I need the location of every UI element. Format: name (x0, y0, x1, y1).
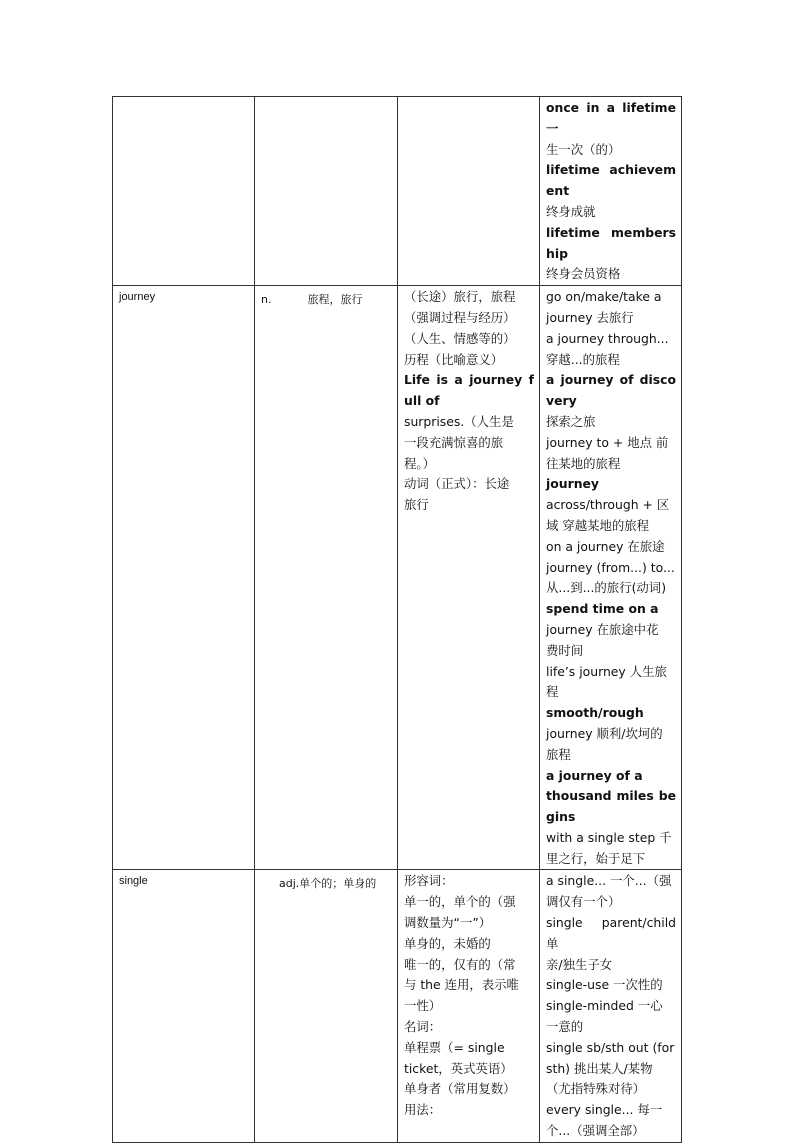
pos-label: n. (261, 293, 272, 307)
phrase-text (540, 286, 681, 869)
phrase-line: once in a lifetime 一 (546, 100, 676, 136)
meaning-line: 形容词： (404, 873, 454, 889)
meaning-line: 动词（正式）：长途 (404, 476, 510, 492)
meaning-cell (398, 286, 540, 870)
pos-meaning: 旅程，旅行 (307, 293, 363, 307)
meaning-line: 一段充满惊喜的旅 (404, 434, 504, 450)
phrase-line: 程 (546, 684, 559, 700)
meaning-line: 旅行 (404, 497, 429, 513)
phrase-line: 里之行，始于足下 (546, 850, 646, 866)
phrase-line: smooth/rough (546, 705, 644, 721)
phrase-line: journey 顺利/坎坷的 (546, 725, 663, 741)
word: journey (119, 291, 156, 304)
phrase-line: 终身成就 (546, 203, 596, 219)
phrase-line: 域 穿越某地的旅程 (546, 517, 650, 533)
meaning-line: 与 the 连用，表示唯 (404, 977, 519, 993)
part-of-speech (255, 286, 397, 307)
table-row (113, 97, 682, 286)
phrase-cell (540, 286, 682, 870)
phrase-line: 探索之旅 (546, 413, 596, 429)
phrase-line: 亲/独生子女 (546, 956, 613, 972)
meaning-line: Life is a journey full of (404, 372, 534, 409)
phrase-line: 穿越...的旅程 (546, 351, 620, 367)
phrase-line: 终身会员资格 (546, 266, 621, 282)
phrase-line: lifetime membership (546, 224, 676, 261)
phrase-line: single-use 一次性的 (546, 977, 663, 993)
phrase-cell (540, 97, 682, 286)
phrase-line: a journey of a (546, 767, 643, 783)
phrase-line: 调仅有一个） (546, 894, 621, 910)
phrase-line: journey (546, 476, 599, 492)
meaning-line: （长途）旅行，旅程 (404, 289, 516, 305)
phrase-line: journey (from...) to... (546, 559, 675, 575)
pos-cell (255, 97, 398, 286)
meaning-line: 单身者（常用复数） (404, 1081, 516, 1097)
phrase-line: thousand miles begins (546, 788, 676, 825)
meaning-cell (398, 870, 540, 1142)
phrase-line: spend time on a (546, 601, 659, 617)
phrase-line: 生一次（的） (546, 141, 621, 157)
phrase-line: a single... 一个...（强 (546, 873, 672, 889)
phrase-line: journey 去旅行 (546, 309, 634, 325)
phrase-line: 从...到...的旅行(动词) (546, 580, 667, 596)
phrase-line: lifetime achievement (546, 162, 676, 199)
phrase-line: sth) 挑出某人/某物 (546, 1060, 653, 1076)
meaning-cell (398, 97, 540, 286)
phrase-line: 往某地的旅程 (546, 455, 621, 471)
meaning-line: 用法： (404, 1102, 442, 1118)
part-of-speech (255, 97, 397, 102)
meaning-text (398, 286, 539, 516)
word (113, 97, 254, 102)
part-of-speech: adj.单个的；单身的 (279, 877, 377, 891)
phrase-line: （尤指特殊对待） (546, 1081, 646, 1097)
word: single (119, 875, 148, 888)
meaning-text (398, 870, 539, 1121)
phrase-line: single parent/child 单 (546, 915, 676, 951)
phrase-line: single sb/sth out (for (546, 1039, 675, 1055)
meaning-line: 程。） (404, 455, 435, 471)
table-row (113, 286, 682, 870)
meaning-line: 名词： (404, 1019, 442, 1035)
phrase-line: across/through + 区 (546, 497, 670, 513)
phrase-line: every single... 每一 (546, 1102, 663, 1118)
meaning-line: 单程票（= single (404, 1039, 505, 1055)
phrase-line: 个...（强调全部） (546, 1123, 645, 1139)
phrase-line: with a single step 千 (546, 829, 672, 845)
meaning-line: 唯一的，仅有的（常 (404, 956, 516, 972)
phrase-line: a journey through... (546, 330, 669, 346)
phrase-line: journey to + 地点 前 (546, 434, 669, 450)
word-cell (113, 97, 255, 286)
phrase-cell (540, 870, 682, 1142)
meaning-line: ticket，英式英语） (404, 1060, 513, 1076)
meaning-line: （强调过程与经历） (404, 309, 516, 325)
phrase-text (540, 97, 681, 285)
meaning-text (398, 97, 539, 98)
phrase-line: life’s journey 人生旅 (546, 663, 667, 679)
meaning-line: 单身的，未婚的 (404, 935, 491, 951)
phrase-line: journey 在旅途中花 (546, 621, 659, 637)
pos-cell (255, 870, 398, 1142)
meaning-line: 历程（比喻意义） (404, 351, 504, 367)
word-cell (113, 286, 255, 870)
word-cell (113, 870, 255, 1142)
meaning-line: surprises.（人生是 (404, 413, 514, 429)
phrase-text (540, 870, 681, 1141)
phrase-line: 费时间 (546, 642, 584, 658)
meaning-line: 单一的，单个的（强 (404, 894, 516, 910)
phrase-line: go on/make/take a (546, 289, 662, 305)
pos-cell (255, 286, 398, 870)
phrase-line: on a journey 在旅途 (546, 538, 665, 554)
vocabulary-table (112, 96, 682, 1143)
table-row (113, 870, 682, 1142)
meaning-line: （人生、情感等的） (404, 330, 516, 346)
meaning-line: 一性） (404, 998, 442, 1014)
phrase-line: a journey of discovery (546, 372, 676, 409)
phrase-line: single-minded 一心 (546, 998, 663, 1014)
phrase-line: 旅程 (546, 746, 571, 762)
meaning-line: 调数量为“一”） (404, 915, 492, 931)
phrase-line: 一意的 (546, 1019, 584, 1035)
